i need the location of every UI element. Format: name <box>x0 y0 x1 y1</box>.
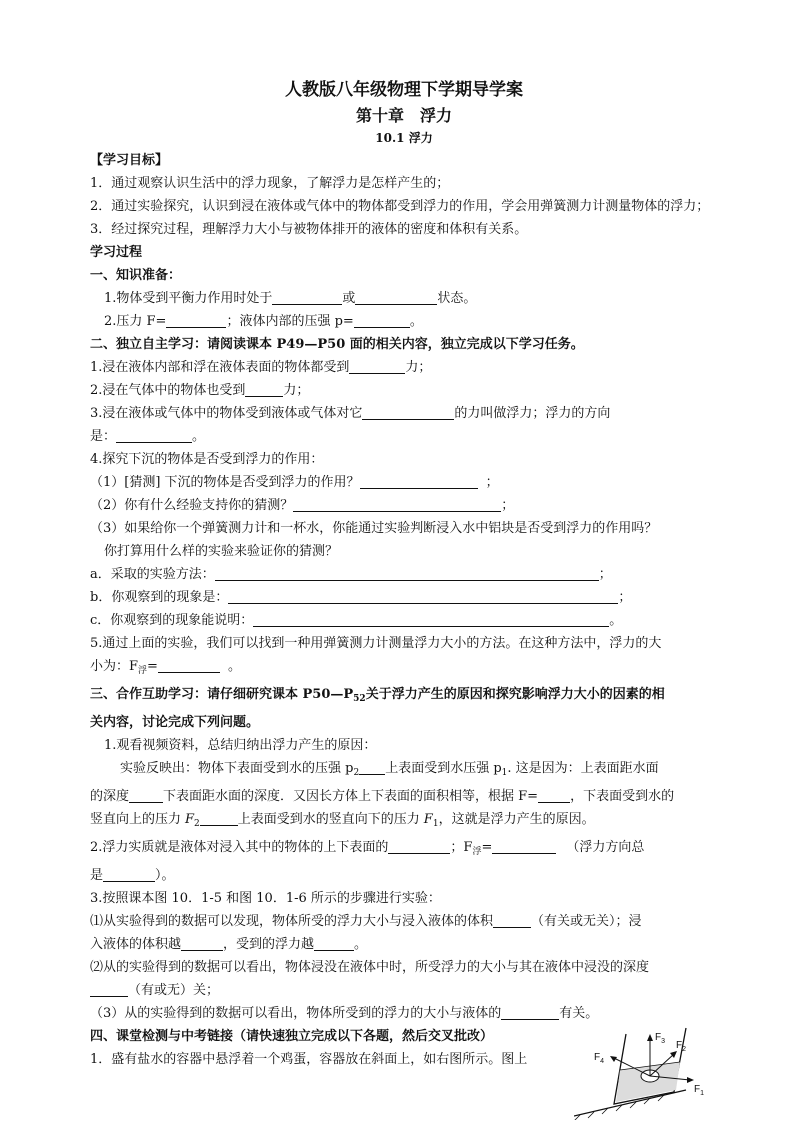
part2-question-c: c．你观察到的现象能说明： 。 <box>90 613 623 628</box>
blank[interactable] <box>245 381 283 397</box>
process-heading: 学习过程 <box>90 245 143 260</box>
blank[interactable] <box>228 588 618 604</box>
part3-question-1-line1: 实验反映出：物体下表面受到水的压强 $p_2$ 上表面受到水压强 $p_1$. 这是因为：上表面距水面 <box>120 761 659 778</box>
goal-item-1: 1．通过观察认识生活中的浮力现象，了解浮力是怎样产生的； <box>90 176 450 191</box>
part2-question-4-3: （3）如果给你一个弹簧测力计和一杯水，你能通过实验判断浸入水中铝块是否受到浮力的作用吗？ <box>90 521 658 536</box>
part2-question-1: 1.浸在液体内部和浮在液体表面的物体都受到 力； <box>90 360 432 375</box>
blank[interactable] <box>103 866 155 882</box>
goal-item-2: 2．通过实验探究，认识到浸在液体或气体中的物体都受到浮力的作用，学会用弹簧测力计测量物体的浮力； <box>90 199 710 214</box>
part3-question-3-1: ⑴从实验得到的数据可以发现，物体所受的浮力大小与浸入液体的体积 （有关或无关）；浸 <box>90 914 642 929</box>
worksheet-page <box>90 78 718 1071</box>
part2-question-5: 5.通过上面的实验，我们可以找到一种用弹簧测力计测量浮力大小的方法。在这种方法中，浮力的大 <box>90 636 662 651</box>
part2-question-3-cont: 是： 。 <box>90 429 206 444</box>
part3-question-3: 3.按照课本图 10．1-5 和图 10．1-6 所示的步骤进行实验： <box>90 891 441 906</box>
part3-question-3-1-cont: 入液体的体积越 ，受到的浮力越 。 <box>90 937 368 952</box>
chapter-title: 第十章 浮力 <box>355 106 452 125</box>
part2-question-b: b．你观察到的现象是： ； <box>90 590 632 605</box>
blank[interactable] <box>90 981 128 997</box>
part3-question-3-3: （3）从的实验得到的数据可以看出，物体所受到的浮力的大小与液体的 有关。 <box>90 1006 599 1021</box>
section-title: 10.1 浮力 <box>375 131 433 145</box>
blank[interactable] <box>493 912 531 928</box>
force-label-f2: $F_2$ <box>676 1040 687 1053</box>
force-label-f3: $F_3$ <box>655 1032 666 1045</box>
blank[interactable] <box>181 935 223 951</box>
part2-question-5-cont: 小为：$F_浮=$ 。 <box>90 659 241 676</box>
blank[interactable] <box>360 473 478 489</box>
blank[interactable] <box>158 657 220 673</box>
part3-question-1-line3: 竖直向上的压力 $F_2$ 上表面受到水的竖直向下的压力 $F_1$，这就是浮力产生的原因。 <box>90 812 595 829</box>
incline-container-figure <box>574 1024 734 1120</box>
blank[interactable] <box>538 787 570 803</box>
part4-heading: 四、课堂检测与中考链接（请快速独立完成以下各题，然后交叉批改） <box>90 1029 494 1044</box>
part2-question-4: 4.探究下沉的物体是否受到浮力的作用： <box>90 452 324 467</box>
force-label-f4: $F_4$ <box>594 1052 605 1065</box>
blank[interactable] <box>293 496 501 512</box>
part2-question-4-1: （1）[猜测] 下沉的物体是否受到浮力的作用？ ； <box>90 475 499 490</box>
blank[interactable] <box>501 1004 559 1020</box>
part3-question-2-cont: 是 ）。 <box>90 868 175 883</box>
blank[interactable] <box>355 289 437 305</box>
blank[interactable] <box>200 810 238 826</box>
blank[interactable] <box>215 565 599 581</box>
part2-question-4-2: （2）你有什么经验支持你的猜测？ ； <box>90 498 515 513</box>
part2-question-4-3-cont: 你打算用什么样的实验来验证你的猜测？ <box>104 544 339 559</box>
part2-question-a: a．采取的实验方法： ； <box>90 567 612 582</box>
part3-heading-cont: 关内容，讨论完成下列问题。 <box>90 715 260 730</box>
force-label-f1: $F_1$ <box>694 1084 705 1097</box>
goal-item-3: 3．经过探究过程，理解浮力大小与被物体排开的液体的密度和体积有关系。 <box>90 222 528 237</box>
goals-heading: 【学习目标】 <box>90 153 169 168</box>
part2-question-3: 3.浸在液体或气体中的物体受到液体或气体对它 的力叫做浮力；浮力的方向 <box>90 406 611 421</box>
part1-question-1: 1.物体受到平衡力作用时处于 或 状态。 <box>104 291 477 306</box>
blank[interactable] <box>166 312 226 328</box>
part2-heading: 二、独立自主学习：请阅读课本 P49—P50 面的相关内容，独立完成以下学习任务。 <box>90 337 584 352</box>
blank[interactable] <box>492 838 556 854</box>
blank[interactable] <box>354 312 410 328</box>
blank[interactable] <box>314 935 354 951</box>
part3-question-3-2-cont: （有或无）关； <box>90 979 718 1002</box>
part3-question-1: 1.观看视频资料，总结归纳出浮力产生的原因： <box>104 738 377 753</box>
part1-heading: 一、知识准备： <box>90 268 182 283</box>
blank[interactable] <box>272 289 342 305</box>
part3-question-2: 2.浮力实质就是液体对浸入其中的物体的上下表面的 ；$F_浮=$ （浮力方向总 <box>90 840 645 857</box>
blank[interactable] <box>362 404 454 420</box>
part3-question-3-2: ⑵从的实验得到的数据可以看出，物体浸没在液体中时，所受浮力的大小与其在液体中浸没的深度 <box>90 960 650 975</box>
part3-heading: 三、合作互助学习：请仔细研究课本 $P50—P_{52}$关于浮力产生的原因和探究影响浮力大小的因素的相 <box>90 687 665 704</box>
part4-question-1: 1．盛有盐水的容器中悬浮着一个鸡蛋，容器放在斜面上，如右图所示。图上 <box>90 1052 528 1067</box>
blank[interactable] <box>129 787 163 803</box>
blank[interactable] <box>349 358 405 374</box>
part1-question-2: 2.压力 F= ；液体内部的压强 p= 。 <box>104 314 423 329</box>
document-title: 人教版八年级物理下学期导学案 <box>285 80 523 100</box>
part2-question-2: 2.浸在气体中的物体也受到 力； <box>90 383 310 398</box>
blank[interactable] <box>253 611 609 627</box>
blank[interactable] <box>359 759 385 775</box>
blank[interactable] <box>116 427 192 443</box>
blank[interactable] <box>388 838 450 854</box>
part3-question-1-line2: 的深度 下表面距水面的深度．又因长方体上下表面的面积相等，根据 F= ，下表面受到水的 <box>90 789 675 804</box>
